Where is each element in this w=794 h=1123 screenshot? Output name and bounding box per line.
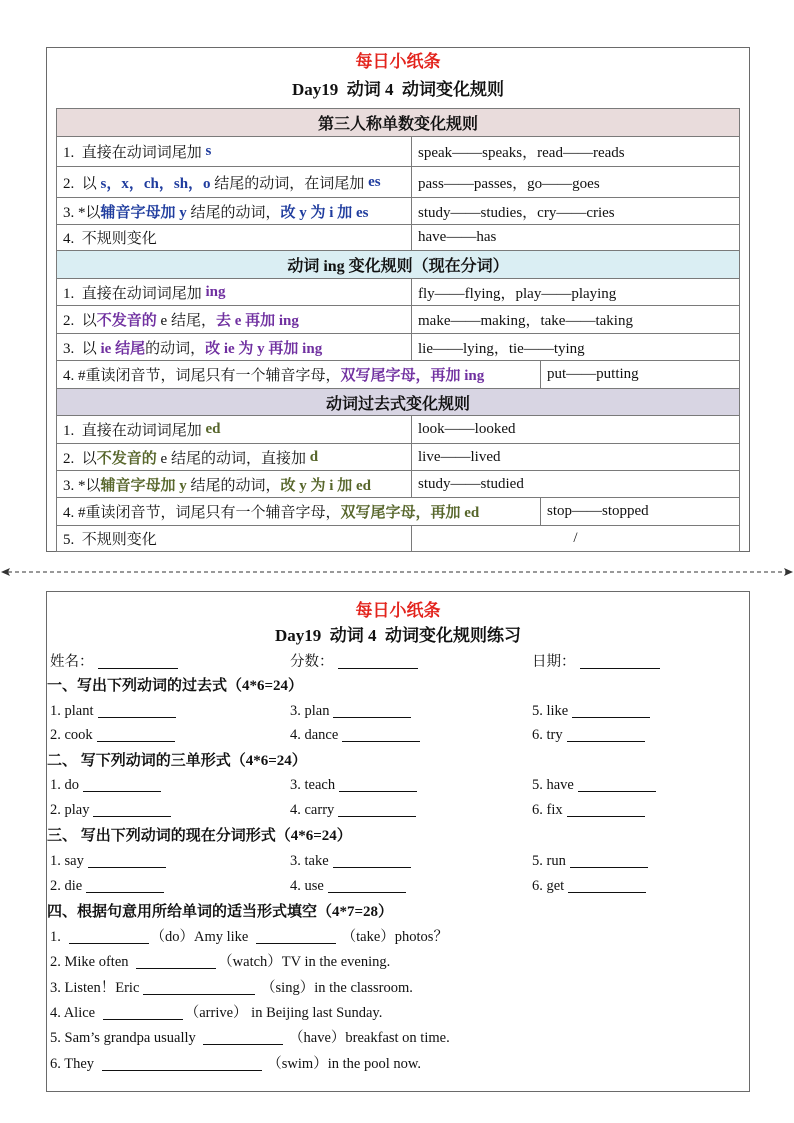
section-heading-past-tense: 一、写出下列动词的过去式（4*6=24） (47, 678, 304, 694)
answer-blank (338, 802, 416, 817)
rule-text: 2. 以 (63, 450, 97, 467)
example-cell: put——putting (547, 366, 639, 382)
fill-in-sentence (47, 1054, 749, 1074)
sentence-body (50, 978, 413, 998)
rule-text: 4. #重读闭音节，词尾只有一个辅音字母， (63, 505, 341, 521)
sentence-body (50, 952, 390, 972)
example-cell: look——looked (418, 421, 516, 437)
rule-keyword: 双写尾字母，再加 ed (340, 505, 480, 521)
answer-blank (93, 802, 171, 817)
item-label: 2. cook (50, 727, 93, 743)
rule-cell (57, 471, 412, 497)
sentence-text: 5. Sam’s grandpa usually (50, 1030, 200, 1046)
item-label: 6. fix (532, 802, 563, 818)
score-blank (338, 654, 418, 669)
item-label: 6. try (532, 727, 563, 743)
rule-cell (57, 526, 412, 551)
example-cell: have——has (418, 229, 497, 245)
section-header-label: 动词过去式变化规则 (325, 395, 470, 413)
rule-text: 1. 直接在动词词尾加 (63, 423, 206, 439)
fill-in-sentence (47, 1028, 749, 1048)
exercise-item (50, 851, 168, 871)
rule-text: 结尾的动词， (186, 204, 281, 221)
answer-blank (88, 853, 166, 868)
rule-row (57, 198, 739, 225)
answer-blank (342, 727, 420, 742)
sentence-text: （take）photos？ (338, 929, 448, 945)
rule-row (57, 225, 739, 251)
answer-blank (98, 703, 176, 718)
item-label: 3. take (290, 853, 329, 869)
answer-blank (570, 853, 648, 868)
rule-keyword: 不发音的 (96, 313, 157, 329)
sentence-text: 3. Listen！Eric (50, 980, 140, 996)
date-field (532, 652, 662, 672)
answer-blank (578, 777, 656, 792)
answer-blank (567, 802, 645, 817)
rule-keyword: 改 ie 为 y 再加 ing (205, 340, 323, 357)
item-label: 4. dance (290, 727, 339, 743)
exercise-item (290, 775, 419, 795)
past-tense-header (57, 389, 739, 416)
exercise-item (50, 876, 166, 896)
rule-text: 1. 直接在动词词尾加 (63, 145, 206, 161)
item-label: 4. use (290, 878, 324, 894)
rule-text: 3. *以 (63, 204, 101, 221)
rule-row (57, 279, 739, 306)
rule-keyword: s (205, 143, 212, 159)
exercise-row (47, 725, 749, 745)
example-cell: make——making，take——taking (418, 313, 633, 329)
rule-cell (57, 279, 412, 305)
section-heading-third-person: 二、 写下列动词的三单形式（4*6=24） (47, 753, 307, 769)
answer-blank (103, 1005, 183, 1020)
sentence-text: 4. Alice (50, 1005, 99, 1021)
section-heading-fill-in: 四、根据句意用所给单词的适当形式填空（4*7=28） (47, 904, 394, 920)
rule-row (57, 526, 739, 552)
rule-cell (57, 361, 541, 388)
sentence-body (50, 1028, 450, 1048)
item-label: 4. carry (290, 802, 335, 818)
rule-cell (57, 198, 412, 224)
answer-blank (328, 878, 406, 893)
exercise-row (47, 800, 749, 820)
item-label: 3. teach (290, 777, 336, 793)
rule-row (57, 471, 739, 498)
rule-text: 5. 不规则变化 (63, 532, 157, 548)
sentence-text: 6. They (50, 1056, 98, 1072)
rule-cell (57, 137, 412, 166)
sentence-text: （have）breakfast on time. (285, 1030, 450, 1046)
item-label: 1. do (50, 777, 79, 793)
rule-text: e 结尾的动词，直接加 (156, 450, 310, 467)
rule-keyword: d (309, 448, 319, 465)
rule-cell (57, 225, 412, 250)
example-cell: pass——passes，go——goes (418, 175, 600, 192)
sentence-text: （arrive） in Beijing last Sunday. (184, 1005, 383, 1021)
rule-keyword: 不发音的 (96, 450, 157, 467)
rule-text: 4. 不规则变化 (63, 231, 157, 247)
name-field (50, 652, 180, 672)
answer-blank (102, 1056, 262, 1071)
rule-text: 2. 以 (63, 313, 97, 329)
practice-card (46, 591, 750, 1092)
rule-cell (57, 416, 412, 443)
dashed-cut-line (0, 565, 794, 579)
answer-blank (333, 703, 411, 718)
rules-card-subtitle: Day19 动词 4 动词变化规则 (291, 80, 505, 99)
name-blank (98, 654, 178, 669)
name-label: 姓名： (50, 654, 94, 670)
rule-text: e 结尾， (156, 313, 216, 329)
rule-keyword: ed (205, 421, 221, 437)
example-cell: stop——stopped (547, 503, 649, 519)
rule-keyword: es (368, 173, 381, 190)
rule-text: 4. #重读闭音节，词尾只有一个辅音字母， (63, 368, 341, 384)
exercise-row (47, 701, 749, 721)
rule-text: 的动词， (145, 340, 206, 357)
rule-row (57, 498, 739, 526)
example-cell: fly——flying，play——playing (418, 285, 617, 302)
rule-row (57, 444, 739, 471)
fill-in-sentence (47, 927, 749, 947)
sentence-text: （swim）in the pool now. (263, 1056, 422, 1072)
rule-cell (57, 498, 541, 525)
answer-blank (136, 954, 216, 969)
item-label: 5. have (532, 777, 574, 793)
practice-card-title: 每日小纸条 (355, 601, 441, 620)
exercise-item (532, 851, 650, 871)
rule-text: 1. 直接在动词词尾加 (63, 285, 206, 302)
rule-keyword: ing (205, 283, 226, 300)
rule-cell (57, 334, 412, 360)
fill-in-sentence (47, 978, 749, 998)
sentence-text: （sing）in the classroom. (257, 980, 413, 996)
rule-row (57, 167, 739, 198)
exercise-item (50, 701, 178, 721)
rule-text: 2. 以 (63, 175, 101, 192)
student-info-row (47, 652, 749, 672)
exercise-item (290, 876, 408, 896)
answer-blank (339, 777, 417, 792)
rule-cell (57, 167, 412, 197)
rule-keyword: 辅音字母加 y (100, 477, 187, 494)
exercise-row (47, 876, 749, 896)
rules-card-title: 每日小纸条 (355, 52, 441, 71)
answer-blank (333, 853, 411, 868)
rule-keyword: 改 y 为 i 加 es (280, 204, 369, 221)
section-heading-present-participle: 三、 写出下列动词的现在分词形式（4*6=24） (47, 828, 352, 844)
rule-keyword: s，x，ch，sh，o (100, 175, 211, 192)
sentence-text: （do）Amy like (150, 929, 252, 945)
answer-blank (203, 1030, 283, 1045)
exercise-item (532, 725, 647, 745)
section-header-label: 第三人称单数变化规则 (317, 116, 478, 133)
score-label: 分数： (290, 654, 334, 670)
exercise-item (290, 800, 418, 820)
rule-row (57, 361, 739, 389)
rule-text: 结尾的动词，在词尾加 (210, 175, 369, 192)
sentence-body (50, 927, 448, 947)
rule-row (57, 334, 739, 361)
exercise-row (47, 851, 749, 871)
exercise-item (290, 701, 413, 721)
rules-card (46, 47, 750, 552)
answer-blank (568, 878, 646, 893)
answer-blank (69, 929, 149, 944)
rule-row (57, 306, 739, 334)
answer-blank (143, 980, 255, 995)
fill-in-sentence (47, 952, 749, 972)
item-label: 2. play (50, 802, 90, 818)
date-blank (580, 654, 660, 669)
exercise-item (532, 701, 652, 721)
rule-keyword: ie 结尾 (100, 340, 146, 357)
exercise-item (50, 800, 173, 820)
practice-card-subtitle: Day19 动词 4 动词变化规则练习 (274, 626, 522, 645)
answer-blank (572, 703, 650, 718)
item-label: 5. like (532, 703, 569, 719)
rule-row (57, 137, 739, 167)
sentence-text: 1. (50, 929, 65, 945)
date-label: 日期： (532, 654, 576, 670)
sentence-body (50, 1003, 382, 1023)
rule-text: 3. 以 (63, 340, 101, 357)
exercise-item (290, 725, 422, 745)
exercise-item (532, 876, 648, 896)
item-label: 1. say (50, 853, 84, 869)
example-cell: study——studied (418, 475, 524, 492)
rule-cell (57, 444, 412, 470)
third-person-header (57, 109, 739, 137)
answer-blank (567, 727, 645, 742)
sentence-text: 2. Mike often (50, 954, 133, 970)
score-field (290, 652, 420, 672)
item-label: 6. get (532, 878, 565, 894)
exercise-item (532, 800, 647, 820)
example-cell: / (573, 530, 578, 546)
exercise-item (50, 725, 177, 745)
answer-blank (83, 777, 161, 792)
sentence-body (50, 1054, 421, 1074)
item-label: 5. run (532, 853, 566, 869)
rule-keyword: 辅音字母加 y (100, 204, 187, 221)
item-label: 2. die (50, 878, 83, 894)
example-cell: study——studies，cry——cries (418, 204, 615, 221)
rule-cell (57, 306, 412, 333)
example-cell: live——lived (418, 448, 501, 465)
present-participle-header (57, 251, 739, 279)
example-cell: speak——speaks，read——reads (418, 145, 625, 161)
answer-blank (86, 878, 164, 893)
rules-table (56, 108, 740, 552)
fill-in-sentence (47, 1003, 749, 1023)
section-header-label: 动词 ing 变化规则（现在分词） (287, 258, 509, 275)
exercise-item (50, 775, 163, 795)
exercise-item (532, 775, 658, 795)
sentence-text: （watch）TV in the evening. (218, 954, 391, 970)
rule-text: 3. *以 (63, 477, 101, 494)
rule-keyword: 改 y 为 i 加 ed (280, 477, 371, 494)
rule-row (57, 416, 739, 444)
rule-keyword: 去 e 再加 ing (215, 313, 299, 329)
item-label: 1. plant (50, 703, 94, 719)
rule-keyword: 双写尾字母，再加 ing (340, 368, 485, 384)
exercise-row (47, 775, 749, 795)
answer-blank (97, 727, 175, 742)
answer-blank (256, 929, 336, 944)
rule-text: 结尾的动词， (186, 477, 281, 494)
example-cell: lie——lying，tie——tying (418, 340, 585, 357)
item-label: 3. plan (290, 703, 330, 719)
exercise-item (290, 851, 413, 871)
